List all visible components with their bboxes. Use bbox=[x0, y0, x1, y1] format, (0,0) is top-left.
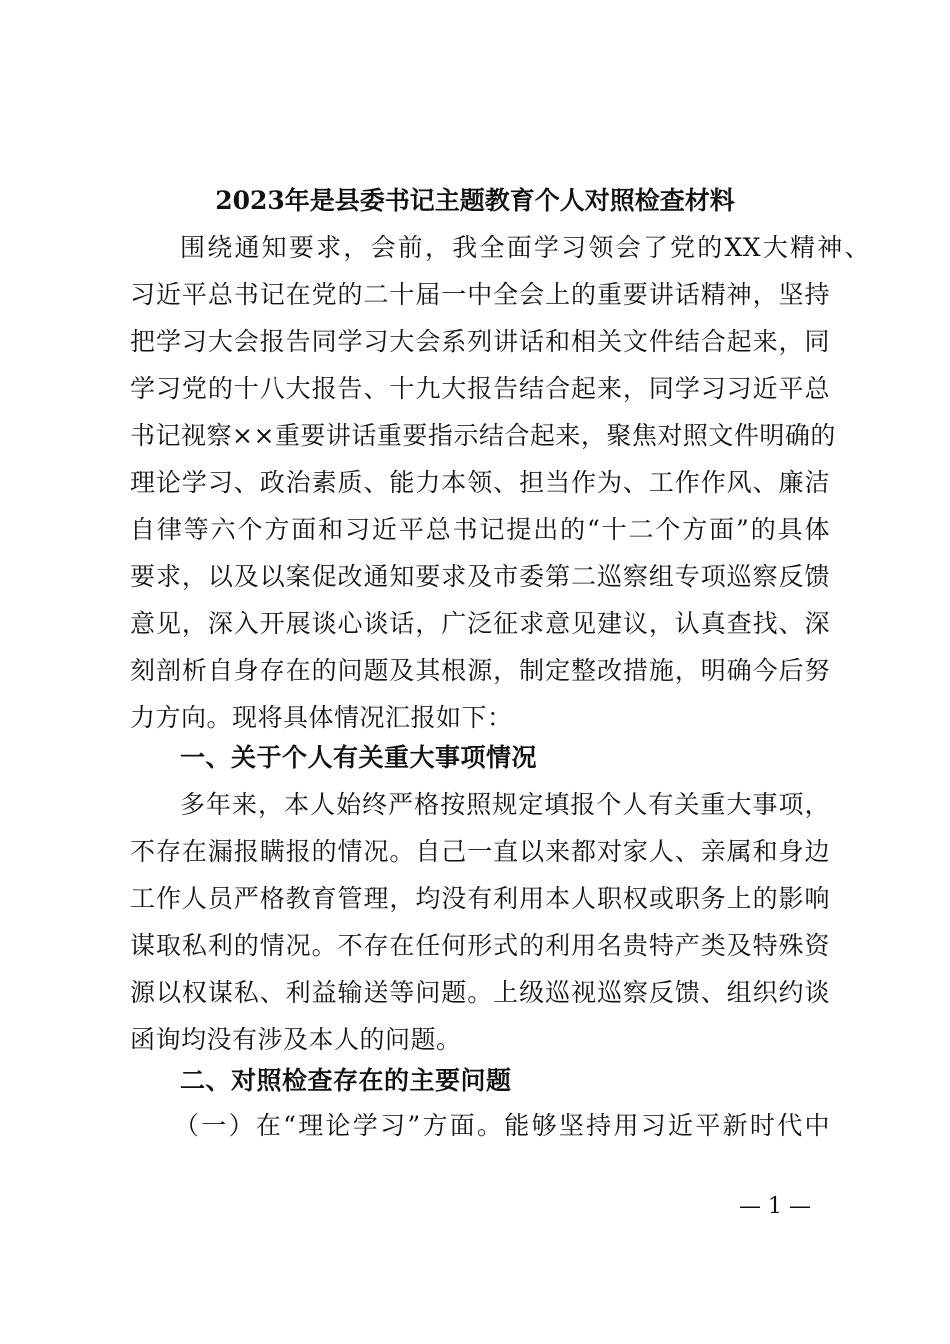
intro-line-7: 自律等六个方面和习近平总书记提出的“十二个方面”的具体 bbox=[130, 515, 830, 544]
intro-line-9: 意见，深入开展谈心谈话，广泛征求意见建议，认真查找、深 bbox=[130, 609, 830, 638]
section1-line-4: 谋取私利的情况。不存在任何形式的利用名贵特产类及特殊资 bbox=[130, 931, 830, 960]
section1-line-6: 函询均没有涉及本人的问题。 bbox=[130, 1025, 462, 1054]
intro-line-8: 要求，以及以案促改通知要求及市委第二巡察组专项巡察反馈 bbox=[130, 562, 830, 591]
document-title: 2023年是县委书记主题教育个人对照检查材料 bbox=[215, 186, 735, 215]
intro-line-2: 习近平总书记在党的二十届一中全会上的重要讲话精神，坚持 bbox=[130, 280, 830, 309]
page-number: — 1 — bbox=[739, 1194, 811, 1219]
section1-line-1: 多年来，本人始终严格按照规定填报个人有关重大事项， bbox=[180, 790, 830, 819]
section-heading-1: 一、关于个人有关重大事项情况 bbox=[180, 743, 538, 772]
intro-line-5: 书记视察××重要讲话重要指示结合起来，聚焦对照文件明确的 bbox=[130, 421, 836, 450]
intro-line-6: 理论学习、政治素质、能力本领、担当作为、工作作风、廉洁 bbox=[130, 468, 830, 497]
intro-line-3: 把学习大会报告同学习大会系列讲话和相关文件结合起来，同 bbox=[130, 327, 830, 356]
section1-line-2: 不存在漏报瞒报的情况。自己一直以来都对家人、亲属和身边 bbox=[130, 837, 830, 866]
section-heading-2: 二、对照检查存在的主要问题 bbox=[180, 1066, 512, 1095]
intro-line-1: 围绕通知要求，会前，我全面学习领会了党的XX大精神、 bbox=[180, 233, 870, 262]
intro-line-4: 学习党的十八大报告、十九大报告结合起来，同学习习近平总 bbox=[130, 374, 830, 403]
section1-line-3: 工作人员严格教育管理，均没有利用本人职权或职务上的影响 bbox=[130, 884, 830, 913]
section1-line-5: 源以权谋私、利益输送等问题。上级巡视巡察反馈、组织约谈 bbox=[130, 978, 830, 1007]
section2-line-1: （一）在“理论学习”方面。能够坚持用习近平新时代中 bbox=[174, 1111, 830, 1140]
intro-line-10: 刻剖析自身存在的问题及其根源，制定整改措施，明确今后努 bbox=[130, 656, 830, 685]
intro-line-11: 力方向。现将具体情况汇报如下： bbox=[130, 703, 513, 732]
